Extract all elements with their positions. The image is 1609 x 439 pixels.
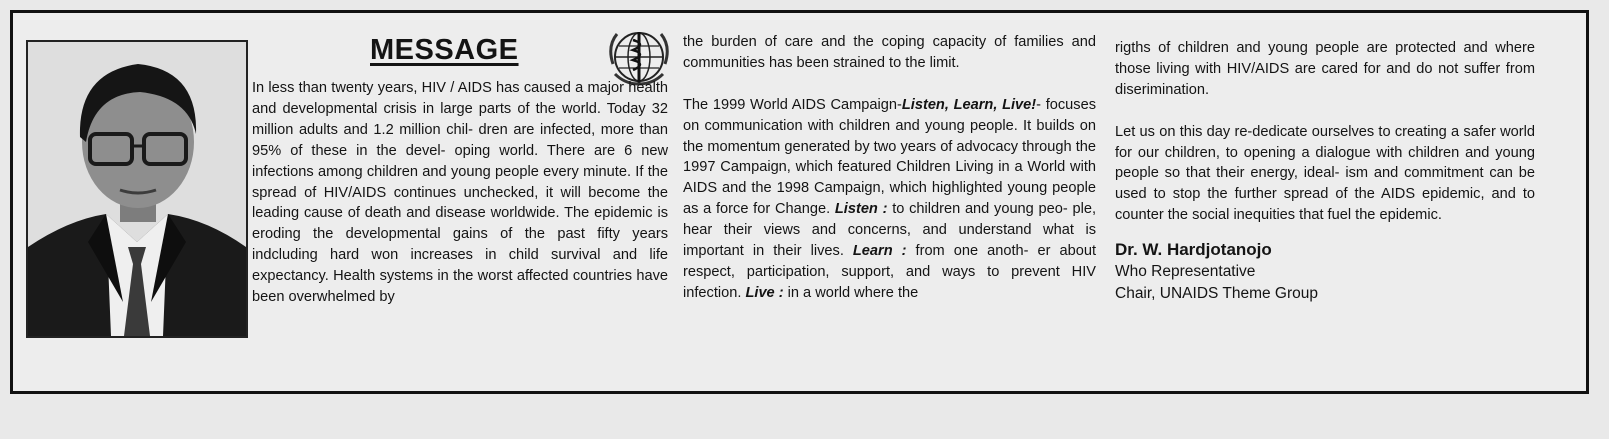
campaign-text-a: The 1999 World AIDS Campaign- bbox=[683, 96, 902, 113]
signature-name: Dr. W. Hardjotanojo bbox=[1115, 240, 1272, 260]
campaign-text-b: - focuses on communication with children and young people. It builds on the momentum generated by two years of advocacy through the 1997 Campaign, which featured Children Living in a World with AIDS and the 1998 Campaign, which highlighted young people as a force for Change. bbox=[683, 96, 1097, 218]
intro-paragraph: In less than twenty years, HIV / AIDS has caused a major health and developmental crisis in large parts of the world. Today 32 million adults and 1.2 million chil- dren are infected, more than 95% of these in the devel- oping world. There are 6 new infections among children and young people every minute. If the spread of HIV/AIDS continues unchecked, it will become the leading cause of death and disease worldwide. The epidemic is eroding the developmental gains of the past fifty years indcluding hard won increases in child survival and life expectancy. Health systems in the worst affected countries have been overwhelmed by bbox=[252, 80, 668, 306]
live-keyword: Live : bbox=[745, 284, 784, 301]
column-1 bbox=[252, 78, 668, 308]
campaign-slogan: Listen, Learn, Live! bbox=[901, 96, 1037, 113]
portrait-photo bbox=[26, 40, 248, 338]
column-3 bbox=[1115, 38, 1535, 305]
listen-keyword: Listen : bbox=[834, 201, 888, 218]
burden-paragraph: the burden of care and the coping capacity of families and communities has been strained to the limit. bbox=[683, 34, 1096, 71]
message-title-wrap bbox=[370, 28, 519, 72]
signature-title-1: Who Representative bbox=[1115, 263, 1256, 281]
page-title: MESSAGE bbox=[370, 34, 519, 66]
campaign-paragraph bbox=[683, 95, 1096, 304]
column-2 bbox=[683, 32, 1096, 304]
campaign-text-e: in a world where the bbox=[783, 284, 919, 301]
campaign-text-c: to children and young peo- ple, hear their views and concerns, and understand what is important in their lives. bbox=[683, 201, 1097, 260]
campaign-text-d: from one anoth- er about respect, participation, support, and ways to prevent HIV infection. bbox=[683, 243, 1096, 301]
rights-paragraph: rigths of children and young people are protected and where those living with HIV/AIDS are cared for and do not suffer from diserimination. bbox=[1115, 40, 1535, 98]
rededication-paragraph: Let us on this day re-dedicate ourselves to creating a safer world for our children, to opening a dialogue with children and young people so that their energy, ideal- ism and commitment can be used to stop the further spread of the AIDS epidemic, and to counter the social inequities that fuel the epidemic. bbox=[1115, 123, 1535, 224]
learn-keyword: Learn : bbox=[852, 243, 907, 260]
signature-title-2: Chair, UNAIDS Theme Group bbox=[1115, 285, 1319, 303]
